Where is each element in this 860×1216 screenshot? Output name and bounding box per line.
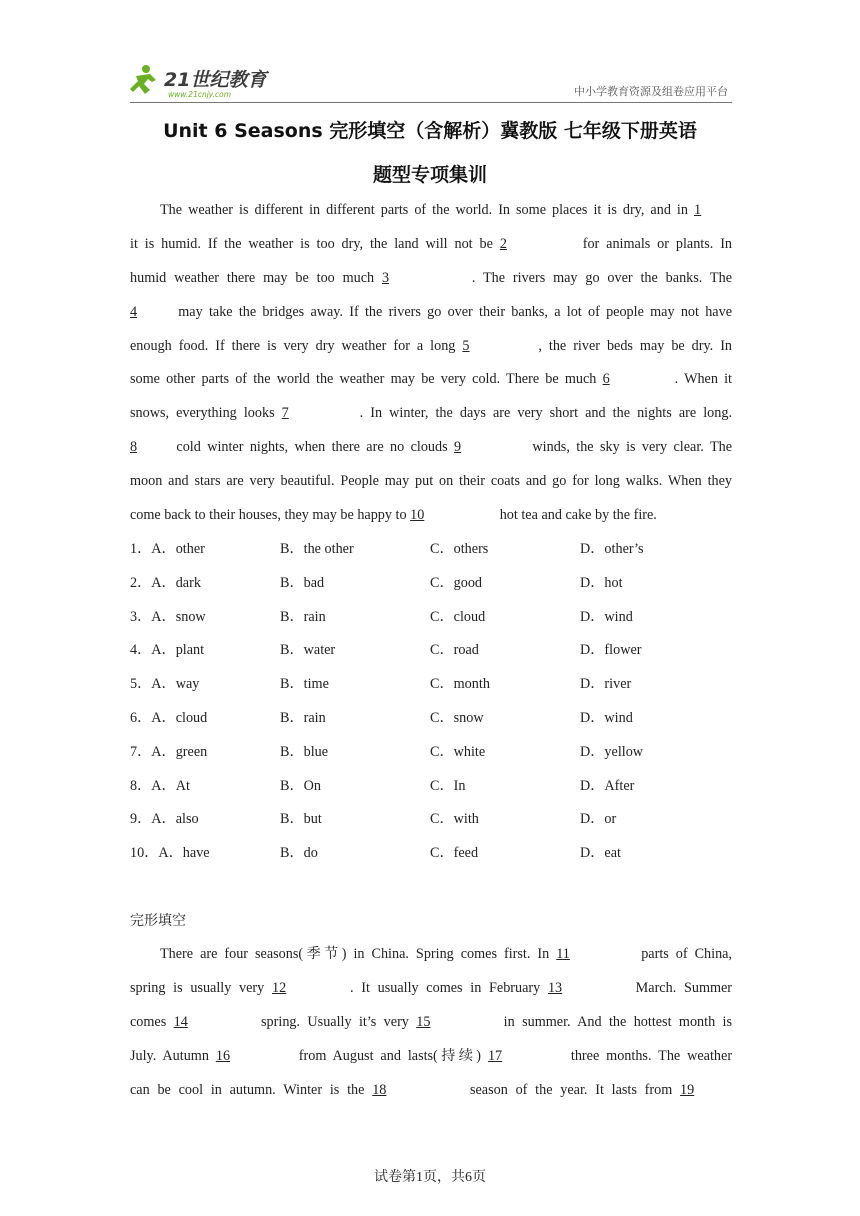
passage-2: [130, 938, 732, 1107]
passage-line: enough food. If there is very dry weather for a long 5 , the river beds may be dry. In: [130, 330, 732, 364]
answer-blank: 17: [487, 1047, 503, 1064]
site-logo: [130, 62, 270, 100]
svg-text:www.21cnjy.com: www.21cnjy.com: [168, 90, 232, 99]
answer-blank: 14: [173, 1013, 188, 1030]
page-header: [130, 60, 732, 103]
answer-blank: 7: [281, 405, 289, 422]
option-row: 6．A．cloud B．rain C．snow D．wind: [130, 709, 633, 726]
answer-blank: 1: [694, 202, 702, 218]
section-heading: 完形填空: [130, 913, 186, 929]
answer-blank: 15: [416, 1013, 431, 1030]
passage-line: spring is usually very 12 . It usually comes in February 13 March. Summer: [130, 972, 732, 1006]
answer-blank: 4: [130, 303, 138, 320]
answer-blank: 5: [462, 337, 470, 354]
answer-blank: 6: [602, 371, 610, 388]
option-row: 4．A．plant B．water C．road D．flower: [130, 642, 642, 659]
passage-line: 8 cold winter nights, when there are no clouds 9 winds, the sky is very clear. The: [130, 431, 732, 465]
option-row: 3．A．snow B．rain C．cloud D．wind: [130, 608, 633, 625]
option-row: 10．A．have B．do C．feed D．eat: [130, 845, 621, 862]
answer-blank: 2: [499, 235, 507, 252]
answer-blank: 12: [271, 979, 287, 996]
answer-blank: 9: [454, 439, 462, 456]
answer-blank: 11: [556, 946, 570, 962]
passage-line: July. Autumn 16 from August and lasts(持续) 17 three months. The weather: [130, 1040, 732, 1074]
platform-tagline: 中小学教育资源及组卷应用平台: [574, 85, 728, 98]
option-row: 9．A．also B．but C．with D．or: [130, 811, 617, 828]
passage-1: [130, 194, 732, 533]
passage-line: The weather is different in different parts of the world. In some places it is dry, and in 1: [130, 194, 732, 228]
answer-blank: 3: [382, 269, 390, 286]
passage-line: moon and stars are very beautiful. People may put on their coats and go for long walks. When they: [130, 473, 732, 490]
option-row: 1．A．other B．the other C．others D．other’s: [130, 541, 644, 557]
passage-line: some other parts of the world the weather may be very cold. There be much 6 . When it: [130, 363, 732, 397]
passage-line: it is humid. If the weather is too dry, the land will not be 2 for animals or plants. In: [130, 228, 732, 262]
option-row: 7．A．green B．blue C．white D．yellow: [130, 743, 644, 760]
answer-options: [130, 533, 732, 871]
passage-line: There are four seasons(季节) in China. Spring comes first. In 11 parts of China,: [130, 938, 732, 972]
option-row: 2．A．dark B．bad C．good D．hot: [130, 574, 623, 591]
passage-line: humid weather there may be too much 3 . The rivers may go over the banks. The: [130, 262, 732, 296]
option-row: 5．A．way B．time C．month D．river: [130, 676, 632, 693]
document-subtitle: 题型专项集训: [372, 164, 487, 186]
answer-blank: 13: [547, 979, 563, 996]
answer-blank: 10: [410, 507, 425, 524]
page-footer: 试卷第1页，共6页: [374, 1170, 486, 1185]
passage-line: snows, everything looks 7 . In winter, the days are very short and the nights are long.: [130, 397, 732, 431]
answer-blank: 8: [130, 439, 138, 456]
answer-blank: 19: [680, 1081, 695, 1098]
document-title: Unit 6 Seasons 完形填空（含解析）冀教版 七年级下册英语: [163, 120, 697, 142]
svg-text:21世纪教育: 21世纪教育: [164, 69, 267, 91]
passage-line: can be cool in autumn. Winter is the 18 season of the year. It lasts from 19: [130, 1074, 732, 1108]
answer-blank: 18: [372, 1081, 387, 1098]
option-row: 8．A．At B．On C．In D．After: [130, 777, 635, 794]
passage-line: come back to their houses, they may be happy to 10 hot tea and cake by the fire.: [130, 499, 732, 533]
answer-blank: 16: [215, 1047, 231, 1064]
passage-line: comes 14 spring. Usually it’s very 15 in summer. And the hottest month is: [130, 1006, 732, 1040]
passage-line: 4 may take the bridges away. If the rivers go over their banks, a lot of people may not have: [130, 296, 732, 330]
